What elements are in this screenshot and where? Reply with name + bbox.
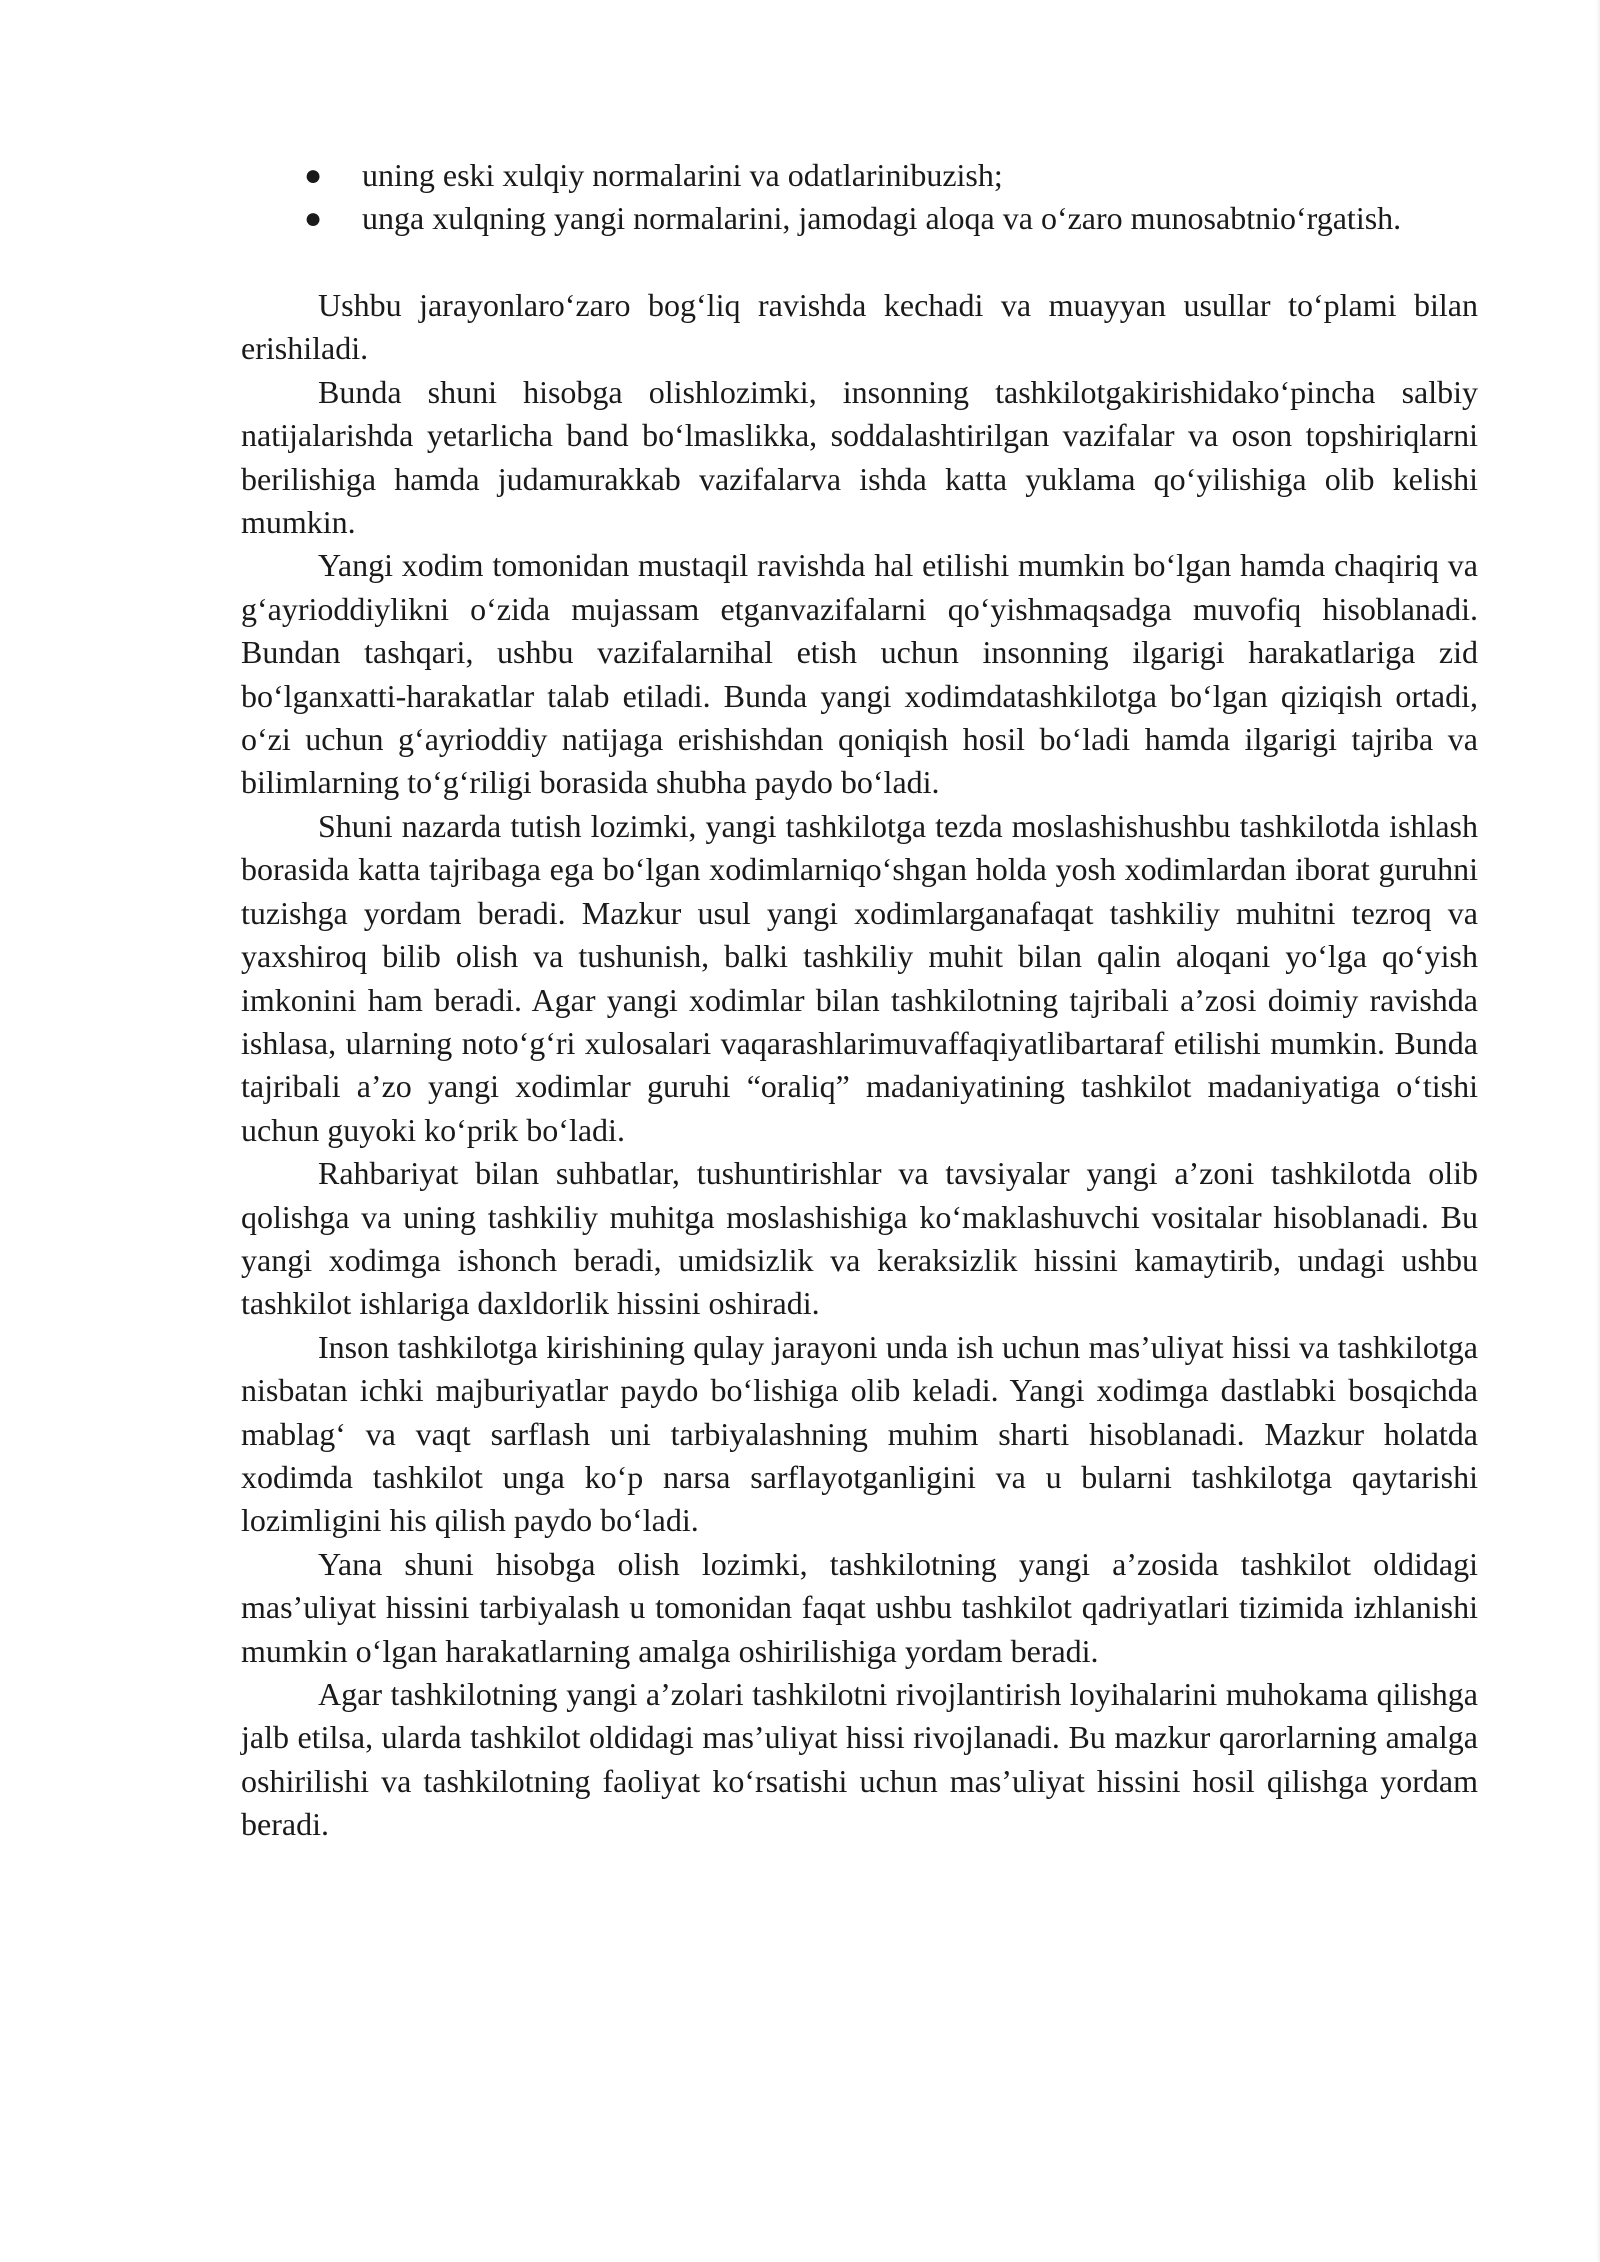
- bullet-text: uning eski xulqiy normalarini va odatlarinibuzish;: [362, 157, 1003, 193]
- list-item: [228, 197, 1486, 240]
- bullet-text: unga xulqning yangi normalarini, jamodagi aloqa va o‘zaro munosabtnio‘rgatish.: [362, 200, 1402, 237]
- bullet-icon: ●: [304, 202, 323, 236]
- body-text: [241, 284, 1478, 1847]
- paragraph: Agar tashkilotning yangi a’zolari tashkilotni rivojlantirish loyihalarini muhokama qilishga jalb etilsa, ularda tashkilot oldidagi mas’uliyat hissi rivojlanadi. Bu mazkur qarorlarning amalga oshirilishi va tashkilotning faoliyat ko‘rsatishi uchun mas’uliyat hissini hosil qilishga yordam beradi.: [241, 1676, 1478, 1843]
- paragraph: Yangi xodim tomonidan mustaqil ravishda hal etilishi mumkin bo‘lgan hamda chaqiriq va g‘ayrioddiylikni o‘zida mujassam etganvazifalarni qo‘yishmaqsadga muvofiq hisoblanadi. Bundan tashqari, ushbu vazifalarnihal etish uchun insonning ilgarigi harakatlariga zid bo‘lganxatti-harakatlar talab etiladi. Bunda yangi xodimdatashkilotga bo‘lgan qiziqish ortadi, o‘zi uchun g‘ayrioddiy natijaga erishishdan qoniqish hosil bo‘ladi hamda ilgarigi tajriba va bilimlarning to‘g‘riligi borasida shubha paydo bo‘ladi.: [241, 547, 1478, 801]
- paragraph: Ushbu jarayonlaro‘zaro bog‘liq ravishda kechadi va muayyan usullar to‘plami bilan erishiladi.: [241, 287, 1478, 367]
- list-item: [228, 154, 1486, 197]
- paragraph: Shuni nazarda tutish lozimki, yangi tashkilotga tezda moslashishushbu tashkilotda ishlash borasida katta tajribaga ega bo‘lgan xodimlarniqo‘shgan holda yosh xodimlardan iborat guruhni tuzishga yordam beradi. Mazkur usul yangi xodimlarganafaqat tashkiliy muhitni tezroq va yaxshiroq bilib olish va tushunish, balki tashkiliy muhit bilan qalin aloqani yo‘lga qo‘yish imkonini ham beradi. Agar yangi xodimlar bilan tashkilotning tajribali a’zosi doimiy ravishda ishlasa, ularning noto‘g‘ri xulosalari vaqarashlarimuvaffaqiyatlibartaraf etilishi mumkin. Bunda tajribali a’zo yangi xodimlar guruhi “oraliq” madaniyatining tashkilot madaniyatiga o‘tishi uchun guyoki ko‘prik bo‘ladi.: [241, 807, 1478, 1148]
- paragraph: Bunda shuni hisobga olishlozimki, insonning tashkilotgakirishidako‘pincha salbiy natijalarishda yetarlicha band bo‘lmaslikka, soddalashtirilgan vazifalar va oson topshiriqlarni berilishiga hamda judamurakkab vazifalarva ishda katta yuklama qo‘yilishiga olib kelishi mumkin.: [241, 373, 1478, 541]
- bullet-list: [228, 154, 1486, 241]
- paragraph: Rahbariyat bilan suhbatlar, tushuntirishlar va tavsiyalar yangi a’zoni tashkilotda olib qolishga va uning tashkiliy muhitga moslashishiga ko‘maklashuvchi vositalar hisoblanadi. Bu yangi xodimga ishonch beradi, umidsizlik va keraksizlik hissini kamaytirib, undagi ushbu tashkilot ishlariga daxldorlik hissini oshiradi.: [241, 1155, 1478, 1322]
- page-edge: [1596, 0, 1600, 2262]
- paragraph: Yana shuni hisobga olish lozimki, tashkilotning yangi a’zosida tashkilot oldidagi mas’uliyat hissini tarbiyalash u tomonidan faqat ushbu tashkilot qadriyatlari tizimida izhlanishi mumkin o‘lgan harakatlarning amalga oshirilishiga yordam beradi.: [241, 1545, 1478, 1669]
- bullet-icon: ●: [304, 159, 323, 192]
- paragraph: Inson tashkilotga kirishining qulay jarayoni unda ish uchun mas’uliyat hissi va tashkilotga nisbatan ichki majburiyatlar paydo bo‘lishiga olib keladi. Yangi xodimga dastlabki bosqichda mablag‘ va vaqt sarflash uni tarbiyalashning muhim sharti hisoblanadi. Mazkur holatda xodimda tashkilot unga ko‘p narsa sarflayotganligini va u bularni tashkilotga qaytarishi lozimligini his qilish paydo bo‘ladi.: [241, 1328, 1478, 1539]
